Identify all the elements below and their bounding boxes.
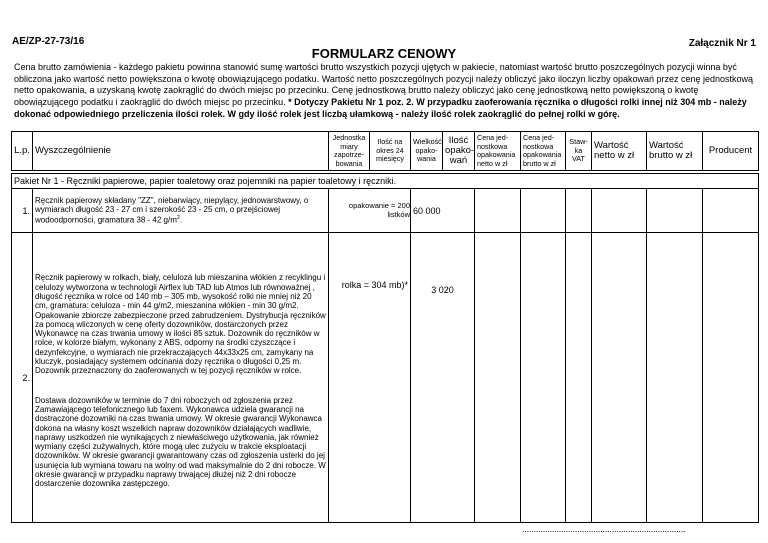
row-qty: 3 020 — [411, 233, 475, 523]
header-qty: Ilość opako-wań — [443, 132, 475, 171]
header-unit: Jednostka miary zapotrze-bowania — [329, 132, 370, 171]
signature-line: ....................................................................... — [522, 524, 686, 534]
cell-vat[interactable] — [566, 233, 592, 523]
header-vat: Staw-ka VAT — [566, 132, 592, 171]
row-description-text: Ręcznik papierowy w rolkach, biały, celuloza lub mieszanina włókien z recyklingu i celulozy wytworzona w technologii Airflex lub TAD lub Atmos lub równoważnej , długość ręcznika w rolce od 140 mb – 305 mb, wysokość rolki nie mniej niż 20 cm, gramatura: celuloza - min 44 g/m2, mieszanina włókien - min 30 g/m2. Opakowanie zbiorcze zabezpieczone przed zabrudzeniem. Dystrybucja ręczników za pomocą wliczonych w cenę oferty dozowników, dostarczonych przez Wykonawcę na czas trwania umowy w ilości 85 sztuk. Dozownik do ręczników w rolce, w kolorze białym, wykonany z ABS, odporny na środki czyszczące i dezynfekcyjne, o wymiarach nie przekraczających 44x33x25 cm, zamykany na kluczyk, posiadający systemem odcinania dozy ręcznika o długości 0,25 m. Dozownik przeznaczony do zaoferowanych w tej pozycji ręczników w rolce. — [35, 273, 326, 376]
cell-net-value[interactable] — [592, 233, 647, 523]
package-title: Pakiet Nr 1 - Ręczniki papierowe, papier toaletowy oraz pojemniki na papier toaletowy i ręczniki. — [12, 174, 759, 189]
attachment-label: Załącznik Nr 1 — [688, 38, 756, 49]
header-monthly: Ilość na okres 24 miesięcy — [370, 132, 411, 171]
row-qty: 60 000 — [411, 189, 475, 233]
row-description-end: . — [179, 215, 183, 225]
row-description-text-2: Dostawa dozowników w terminie do 7 dni roboczych od zgłoszenia przez Zamawiającego telefonicznego lub faxem. Wykonawca udziela gwarancji na dostraczone dozowniki na czas trwania umowy. W okresie gwarancji Wykonawca dokona na własny koszt wszelkich napraw dozowników działających wadliwie, naprawy uszkodzeń nie wynikających z niewłaściwego użytkowania, jak również wymiany części zużywalnych, które mogą ulec zużyciu w trakcie eksploatacji dozowników. W okresie gwarancji gwarantowany czas od zgłoszenia usterki do jej usunięcia lub wymiana towaru na wolny od wad maksymalnie do 2 dni robocze. W okresie gwarancji w przypadku naprawy trwającej dłużej niż 2 dni robocze dostarczenie dozownika zastępczego. — [35, 395, 326, 489]
row-lp: 1. — [12, 189, 33, 233]
header-producer: Producent — [703, 132, 759, 171]
table-row — [12, 233, 759, 523]
cell-unit-net[interactable] — [475, 233, 521, 523]
cell-unit-gross[interactable] — [521, 189, 566, 233]
instructions — [14, 62, 758, 121]
cell-producer[interactable] — [703, 189, 759, 233]
price-table — [11, 131, 759, 523]
package-row — [12, 174, 759, 189]
document-reference: AE/ZP-27-73/16 — [12, 36, 85, 47]
cell-net-value[interactable] — [592, 189, 647, 233]
instructions-note: * Dotyczy Pakietu Nr 1 poz. 2. W przypadku zaoferowania ręcznika o długości rolki innej niż 304 mb - należy dokonać odpowiedniego przeliczenia ilości rolek. W gdy ilość rolek jest liczbą ułamkową - należy ilość rolek zaokrąglić do pełnej rolki w górę. — [14, 97, 747, 119]
header-gross-value: Wartość brutto w zł — [647, 132, 703, 171]
header-lp: L.p. — [12, 132, 33, 171]
row-description — [33, 189, 329, 233]
cell-producer[interactable] — [703, 233, 759, 523]
table-row — [12, 189, 759, 233]
row-lp: 2. — [12, 233, 33, 523]
row-description-text: Ręcznik papierowy składany "ZZ", niebarwiący, niepylący, jednowarstwowy, o wymiarach długość 23 - 27 cm i szerokość 23 - 25 cm, o przejściowej wodoodporności, gramatura 38 - 42 g/m — [35, 195, 309, 225]
header-name: Wyszczególnienie — [33, 132, 329, 171]
row-unit: opakowanie = 200 listków — [329, 189, 411, 233]
cell-unit-net[interactable] — [475, 189, 521, 233]
header-unit-gross: Cena jed-nostkowa opakowania brutto w zł — [521, 132, 566, 171]
form-title: FORMULARZ CENOWY — [311, 46, 457, 61]
row-description-sup: 2 — [176, 215, 180, 222]
cell-vat[interactable] — [566, 189, 592, 233]
cell-gross-value[interactable] — [647, 189, 703, 233]
cell-gross-value[interactable] — [647, 233, 703, 523]
row-unit: rolka = 304 mb)* — [329, 233, 411, 523]
table-header-row — [12, 132, 759, 171]
cell-unit-gross[interactable] — [521, 233, 566, 523]
instructions-text: Cena brutto zamówienia - każdego pakietu powinna stanowić sumę wartości brutto wszystkich pozycji ujętych w pakiecie, natomiast wartość brutto poszczególnych pozycji winna być obliczona jako wartość netto powiększona o kwotę obowiązującego podatku. Wartość netto poszczególnych pozycji należy obliczyć jako iloczyn liczby opakowań przez cenę jednostkową netto opakowania, a uzyskaną kwotę zaokrąglić do dwóch miejsc po przecinku. Cenę jednostkową brutto należy obliczyć jako cenę jednostkową netto powiększoną o kwotę obowiązującego podatku i zaokrąglić do dwóch miejsc po przecinku. — [14, 62, 754, 108]
header-net-value: Wartość netto w zł — [592, 132, 647, 171]
header-unit-net: Cena jed-nostkowa opakowania netto w zł — [475, 132, 521, 171]
row-description — [33, 233, 329, 523]
header-pack-size: Wielkość opako-wania — [411, 132, 443, 171]
